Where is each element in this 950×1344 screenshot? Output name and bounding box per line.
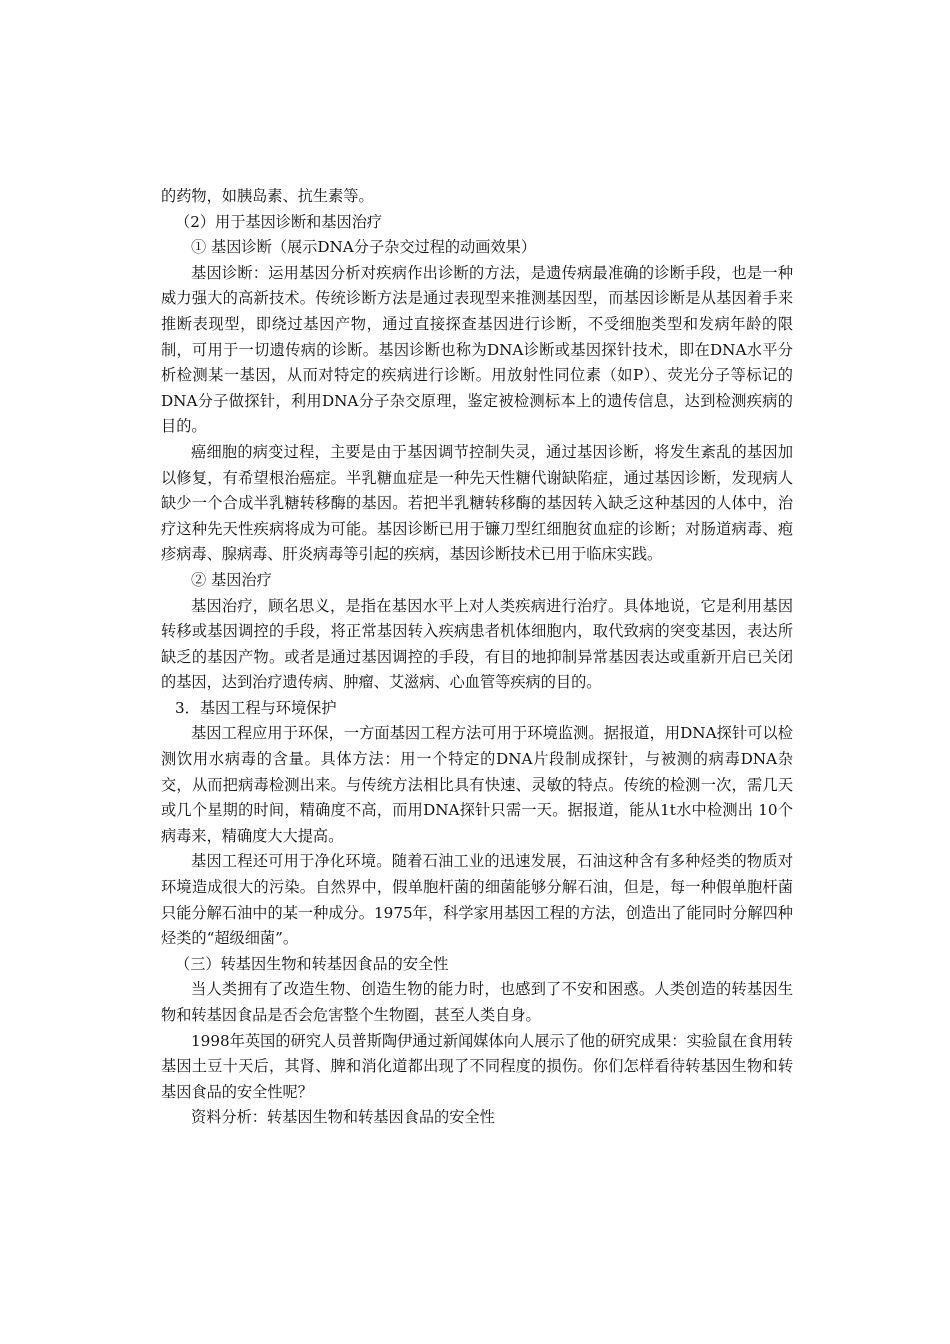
paragraph: 基因工程应用于环保，一方面基因工程方法可用于环境监测。据报道，用DNA探针可以检测饮用水病毒的含量。具体方法：用一个特定的DNA片段制成探针，与被测的病毒DNA杂交，从而把病毒检测出来。与传统方法相比具有快速、灵敏的特点。传统的检测一次，需几天或几个星期的时间，精确度不高，而用DNA探针只需一天。据报道，能从1t水中检测出 10个病毒来，精确度大大提高。 xyxy=(161,724,793,845)
section-heading: 3．基因工程与环境保护 xyxy=(175,698,337,717)
paragraph: 资料分析：转基因生物和转基因食品的安全性 xyxy=(191,1108,495,1127)
paragraph: 当人类拥有了改造生物、创造生物的能力时，也感到了不安和困惑。人类创造的转基因生物和转基因食品是否会危害整个生物圈，甚至人类自身。 xyxy=(161,980,793,1024)
subsection-heading: ② 基因治疗 xyxy=(191,570,272,589)
paragraph: 基因治疗，顾名思义，是指在基因水平上对人类疾病进行治疗。具体地说，它是利用基因转移或基因调控的手段，将正常基因转入疾病患者机体细胞内，取代致病的突变基因，表达所缺乏的基因产物。或者是通过基因调控的手段，有目的地抑制异常基因表达或重新开启已关闭的基因，达到治疗遗传病、肿瘤、艾滋病、心血管等疾病的目的。 xyxy=(161,596,793,692)
section-heading: （2）用于基因诊断和基因治疗 xyxy=(175,212,383,231)
document-body xyxy=(161,184,793,1131)
subsection-heading: ① 基因诊断（展示DNA分子杂交过程的动画效果） xyxy=(191,238,537,257)
paragraph: 基因工程还可用于净化环境。随着石油工业的迅速发展，石油这种含有多种烃类的物质对环境造成很大的污染。自然界中，假单胞杆菌的细菌能够分解石油，但是，每一种假单胞杆菌只能分解石油中的某一种成分。1975年，科学家用基因工程的方法，创造出了能同时分解四种烃类的“超级细菌”。 xyxy=(161,852,793,948)
paragraph: 基因诊断：运用基因分析对疾病作出诊断的方法，是遗传病最准确的诊断手段，也是一种威力强大的高新技术。传统诊断方法是通过表现型来推测基因型，而基因诊断是从基因着手来推断表现型，即绕过基因产物，通过直接探查基因进行诊断，不受细胞类型和发病年龄的限制，可用于一切遗传病的诊断。基因诊断也称为DNA诊断或基因探针技术，即在DNA水平分析检测某一基因，从而对特定的疾病进行诊断。用放射性同位素（如P）、荧光分子等标记的DNA分子做探针，利用DNA分子杂交原理，鉴定被检测标本上的遗传信息，达到检测疾病的目的。 xyxy=(161,263,793,436)
paragraph: 1998年英国的研究人员普斯陶伊通过新闻媒体向人展示了他的研究成果：实验鼠在食用转基因土豆十天后，其肾、脾和消化道都出现了不同程度的损伤。你们怎样看待转基因生物和转基因食品的安全性呢？ xyxy=(161,1031,793,1101)
paragraph: 的药物，如胰岛素、抗生素等。 xyxy=(161,187,374,205)
paragraph: 癌细胞的病变过程，主要是由于基因调节控制失灵，通过基因诊断，将发生紊乱的基因加以修复，有希望根治癌症。半乳糖血症是一种先天性糖代谢缺陷症，通过基因诊断，发现病人缺少一个合成半乳糖转移酶的基因。若把半乳糖转移酶的基因转入缺乏这种基因的人体中，治疗这种先天性疾病将成为可能。基因诊断已用于镰刀型红细胞贫血症的诊断；对肠道病毒、疱疹病毒、腺病毒、肝炎病毒等引起的疾病，基因诊断技术已用于临床实践。 xyxy=(161,442,793,564)
section-heading: （三）转基因生物和转基因食品的安全性 xyxy=(175,954,449,973)
